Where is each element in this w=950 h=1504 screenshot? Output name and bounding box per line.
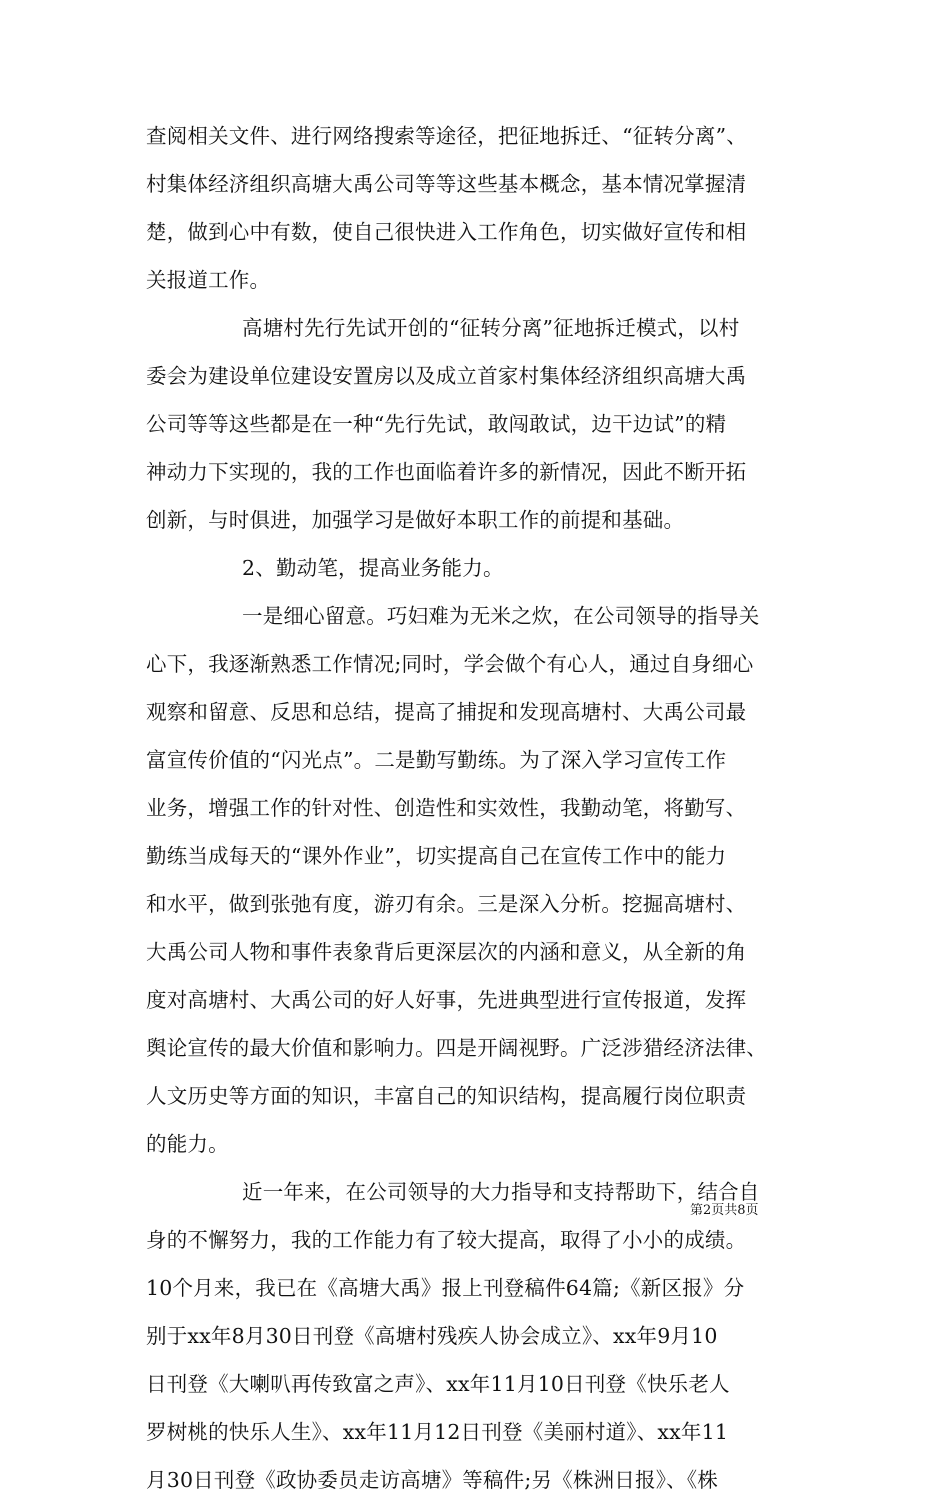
text-line: 心下，我逐渐熟悉工作情况;同时，学会做个有心人，通过自身细心 [146, 652, 754, 676]
text-line: 委会为建设单位建设安置房以及成立首家村集体经济组织高塘大禹 [146, 364, 747, 388]
paragraph-start-line: 近一年来，在公司领导的大力指导和支持帮助下，结合自 [242, 1180, 760, 1204]
text-line: 舆论宣传的最大价值和影响力。四是开阔视野。广泛涉猎经济法律、 [146, 1036, 767, 1060]
text-line: 村集体经济组织高塘大禹公司等等这些基本概念，基本情况掌握清 [146, 172, 747, 196]
text-line: 日刊登《大喇叭再传致富之声》、xx年11月10日刊登《快乐老人 [146, 1372, 730, 1396]
text-line: 月30日刊登《政协委员走访高塘》等稿件;另《株洲日报》、《株 [146, 1468, 718, 1492]
text-line: 查阅相关文件、进行网络搜索等途径，把征地拆迁、“征转分离”、 [146, 124, 747, 148]
section-heading: 2、勤动笔，提高业务能力。 [242, 556, 504, 580]
text-line: 身的不懈努力，我的工作能力有了较大提高，取得了小小的成绩。 [146, 1228, 747, 1252]
text-line: 罗树桃的快乐人生》、xx年11月12日刊登《美丽村道》、xx年11 [146, 1420, 729, 1444]
text-line: 公司等等这些都是在一种“先行先试，敢闯敢试，边干边试”的精 [146, 412, 727, 436]
text-line: 的能力。 [146, 1132, 229, 1156]
text-line: 业务，增强工作的针对性、创造性和实效性，我勤动笔，将勤写、 [146, 796, 747, 820]
text-line: 楚，做到心中有数，使自己很快进入工作角色，切实做好宣传和相 [146, 220, 747, 244]
paragraph-start-line: 一是细心留意。巧妇难为无米之炊，在公司领导的指导关 [242, 604, 760, 628]
text-line: 别于xx年8月30日刊登《高塘村残疾人协会成立》、xx年9月10 [146, 1324, 718, 1348]
text-line: 人文历史等方面的知识，丰富自己的知识结构，提高履行岗位职责 [146, 1084, 747, 1108]
text-line: 观察和留意、反思和总结，提高了捕捉和发现高塘村、大禹公司最 [146, 700, 747, 724]
body-text [146, 112, 826, 1504]
text-line: 关报道工作。 [146, 268, 271, 292]
text-line: 度对高塘村、大禹公司的好人好事，先进典型进行宣传报道，发挥 [146, 988, 747, 1012]
text-line: 勤练当成每天的“课外作业”，切实提高自己在宣传工作中的能力 [146, 844, 727, 868]
page-number: 第2页共8页 [690, 1203, 759, 1218]
text-line: 创新，与时俱进，加强学习是做好本职工作的前提和基础。 [146, 508, 685, 532]
text-line: 10个月来，我已在《高塘大禹》报上刊登稿件64篇;《新区报》分 [146, 1276, 745, 1300]
paragraph-start-line: 高塘村先行先试开创的“征转分离”征地拆迁模式，以村 [242, 316, 740, 340]
text-line: 富宣传价值的“闪光点”。二是勤写勤练。为了深入学习宣传工作 [146, 748, 727, 772]
text-line: 和水平，做到张弛有度，游刃有余。三是深入分析。挖掘高塘村、 [146, 892, 747, 916]
text-line: 神动力下实现的，我的工作也面临着许多的新情况，因此不断开拓 [146, 460, 747, 484]
text-line: 大禹公司人物和事件表象背后更深层次的内涵和意义，从全新的角 [146, 940, 747, 964]
